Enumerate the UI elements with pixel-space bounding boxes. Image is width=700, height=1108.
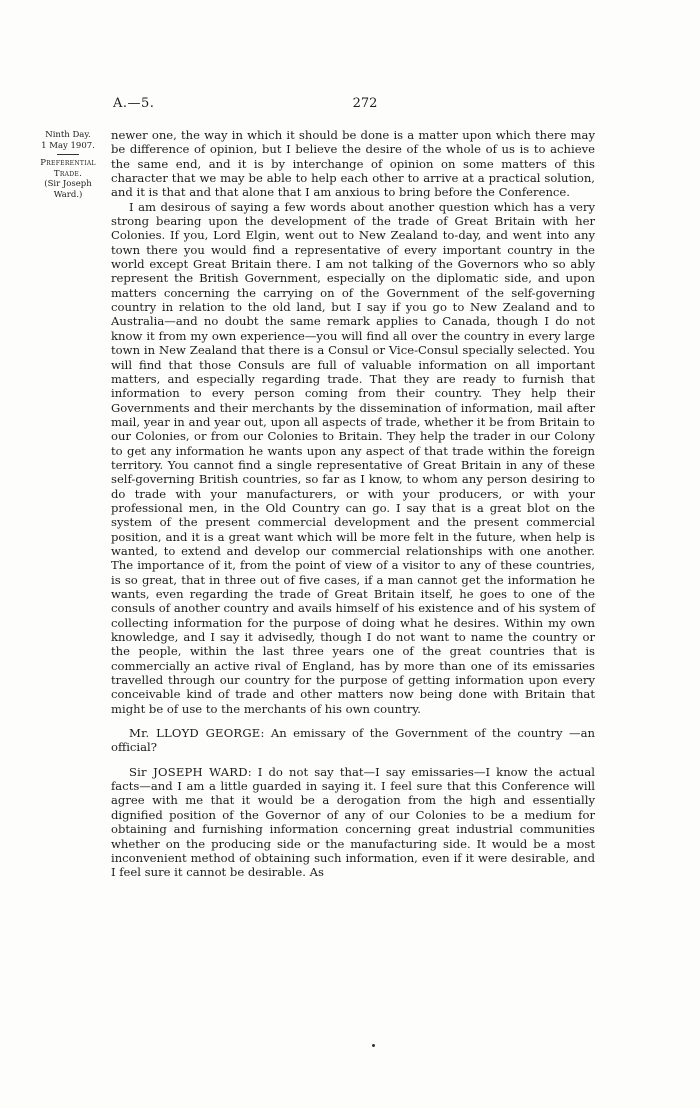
margin-topic: Preferential Trade.: [40, 158, 96, 179]
paragraph-continuation: newer one, the way in which it should be done is a matter upon which there may be difference of opinion, but I believe the desire of the whole of us is to achieve the same end, and it is by interchange of opinion on some matters of this character that we may be able to help each other to arrive at a practical solution, and it is that and that alone that I am anxious to bring before the Conference.: [111, 128, 595, 200]
margin-divider: [57, 154, 79, 155]
speech-text: : An emissary of the Government of the country —an official?: [111, 726, 596, 755]
margin-speaker: (Sir Joseph Ward.): [44, 179, 92, 200]
body-text: [111, 128, 595, 880]
page-number: 272: [352, 96, 378, 111]
margin-notes: [30, 130, 106, 200]
speech-text: : I do not say that—I say emissaries—I know the actual facts—and I am a little guarded in saying it. I feel sure that this Conference will agree with me that it would be a derogation from the high and essentially dignified position of the Governor of any of our Colonies to be a medium for obtaining and furnishing information concerning great industrial communities whether on the producing side or the manufacturing side. It would be a most inconvenient method of obtaining such information, even if it were desirable, and I feel sure it cannot be desirable. As: [111, 764, 595, 880]
margin-day: Ninth Day.: [45, 130, 91, 140]
paragraph-lloyd-george: [111, 726, 595, 755]
speaker-name: Mr. LLOYD GEORGE: [129, 726, 261, 741]
document-reference: A.—5.: [113, 96, 155, 111]
paragraph-consuls: I am desirous of saying a few words about another question which has a very strong bearing upon the development of the trade of Great Britain with her Colonies. If you, Lord Elgin, went out to New Zealand to-day, and went into any town there you would find a representative of every important country in the world except Great Britain there. I am not talking of the Governors who so ably represent the British Government, especially on the diplomatic side, and upon matters concerning the carrying on of the Government of the self-governing country in relation to the old land, but I say if you go to New Zealand and to Australia—and no doubt the same remark applies to Canada, though I do not know it from my own experience—you will find all over the country in every large town in New Zealand that there is a Consul or Vice-Consul specially selected. You will find that those Consuls are full of valuable information on all important matters, and especially regarding trade. That they are ready to furnish that information to every person coming from their country. They help their Governments and their merchants by the dissemination of information, mail after mail, year in and year out, upon all aspects of trade, whether it be from Britain to our Colonies, or from our Colonies to Britain. They help the trader in our Colony to get any information he wants upon any aspect of that trade within the foreign territory. You cannot find a single representative of Great Britain in any of these self-governing British countries, so far as I know, to whom any person desiring to do trade with your manufacturers, or with your producers, or with your professional men, in the Old Country can go. I say that is a great blot on the system of the present commercial development and the present commercial position, and it is a great want which will be more felt in the future, when help is wanted, to extend and develop our commercial relationships with one another. The importance of it, from the point of view of a visitor to any of these countries, is so great, that in three out of five cases, if a man cannot get the information he wants, even regarding the trade of Great Britain itself, he goes to one of the consuls of another country and avails himself of his existence and of his system of collecting information for the purpose of doing what he desires. Within my own knowledge, and I say it advisedly, though I do not want to name the country or the people, within the last three years one of the great countries that is commercially an active rival of England, has by more than one of its emissaries travelled through our country for the purpose of getting information upon every conceivable kind of trade and other matters now being done with Britain that might be of use to the merchants of his own country.: [111, 199, 595, 716]
page-mark: [372, 1044, 375, 1047]
paragraph-joseph-ward: [111, 765, 595, 880]
speaker-name: Sir JOSEPH WARD: [129, 764, 248, 779]
margin-date: 1 May 1907.: [41, 140, 95, 151]
page-header: [0, 96, 700, 116]
